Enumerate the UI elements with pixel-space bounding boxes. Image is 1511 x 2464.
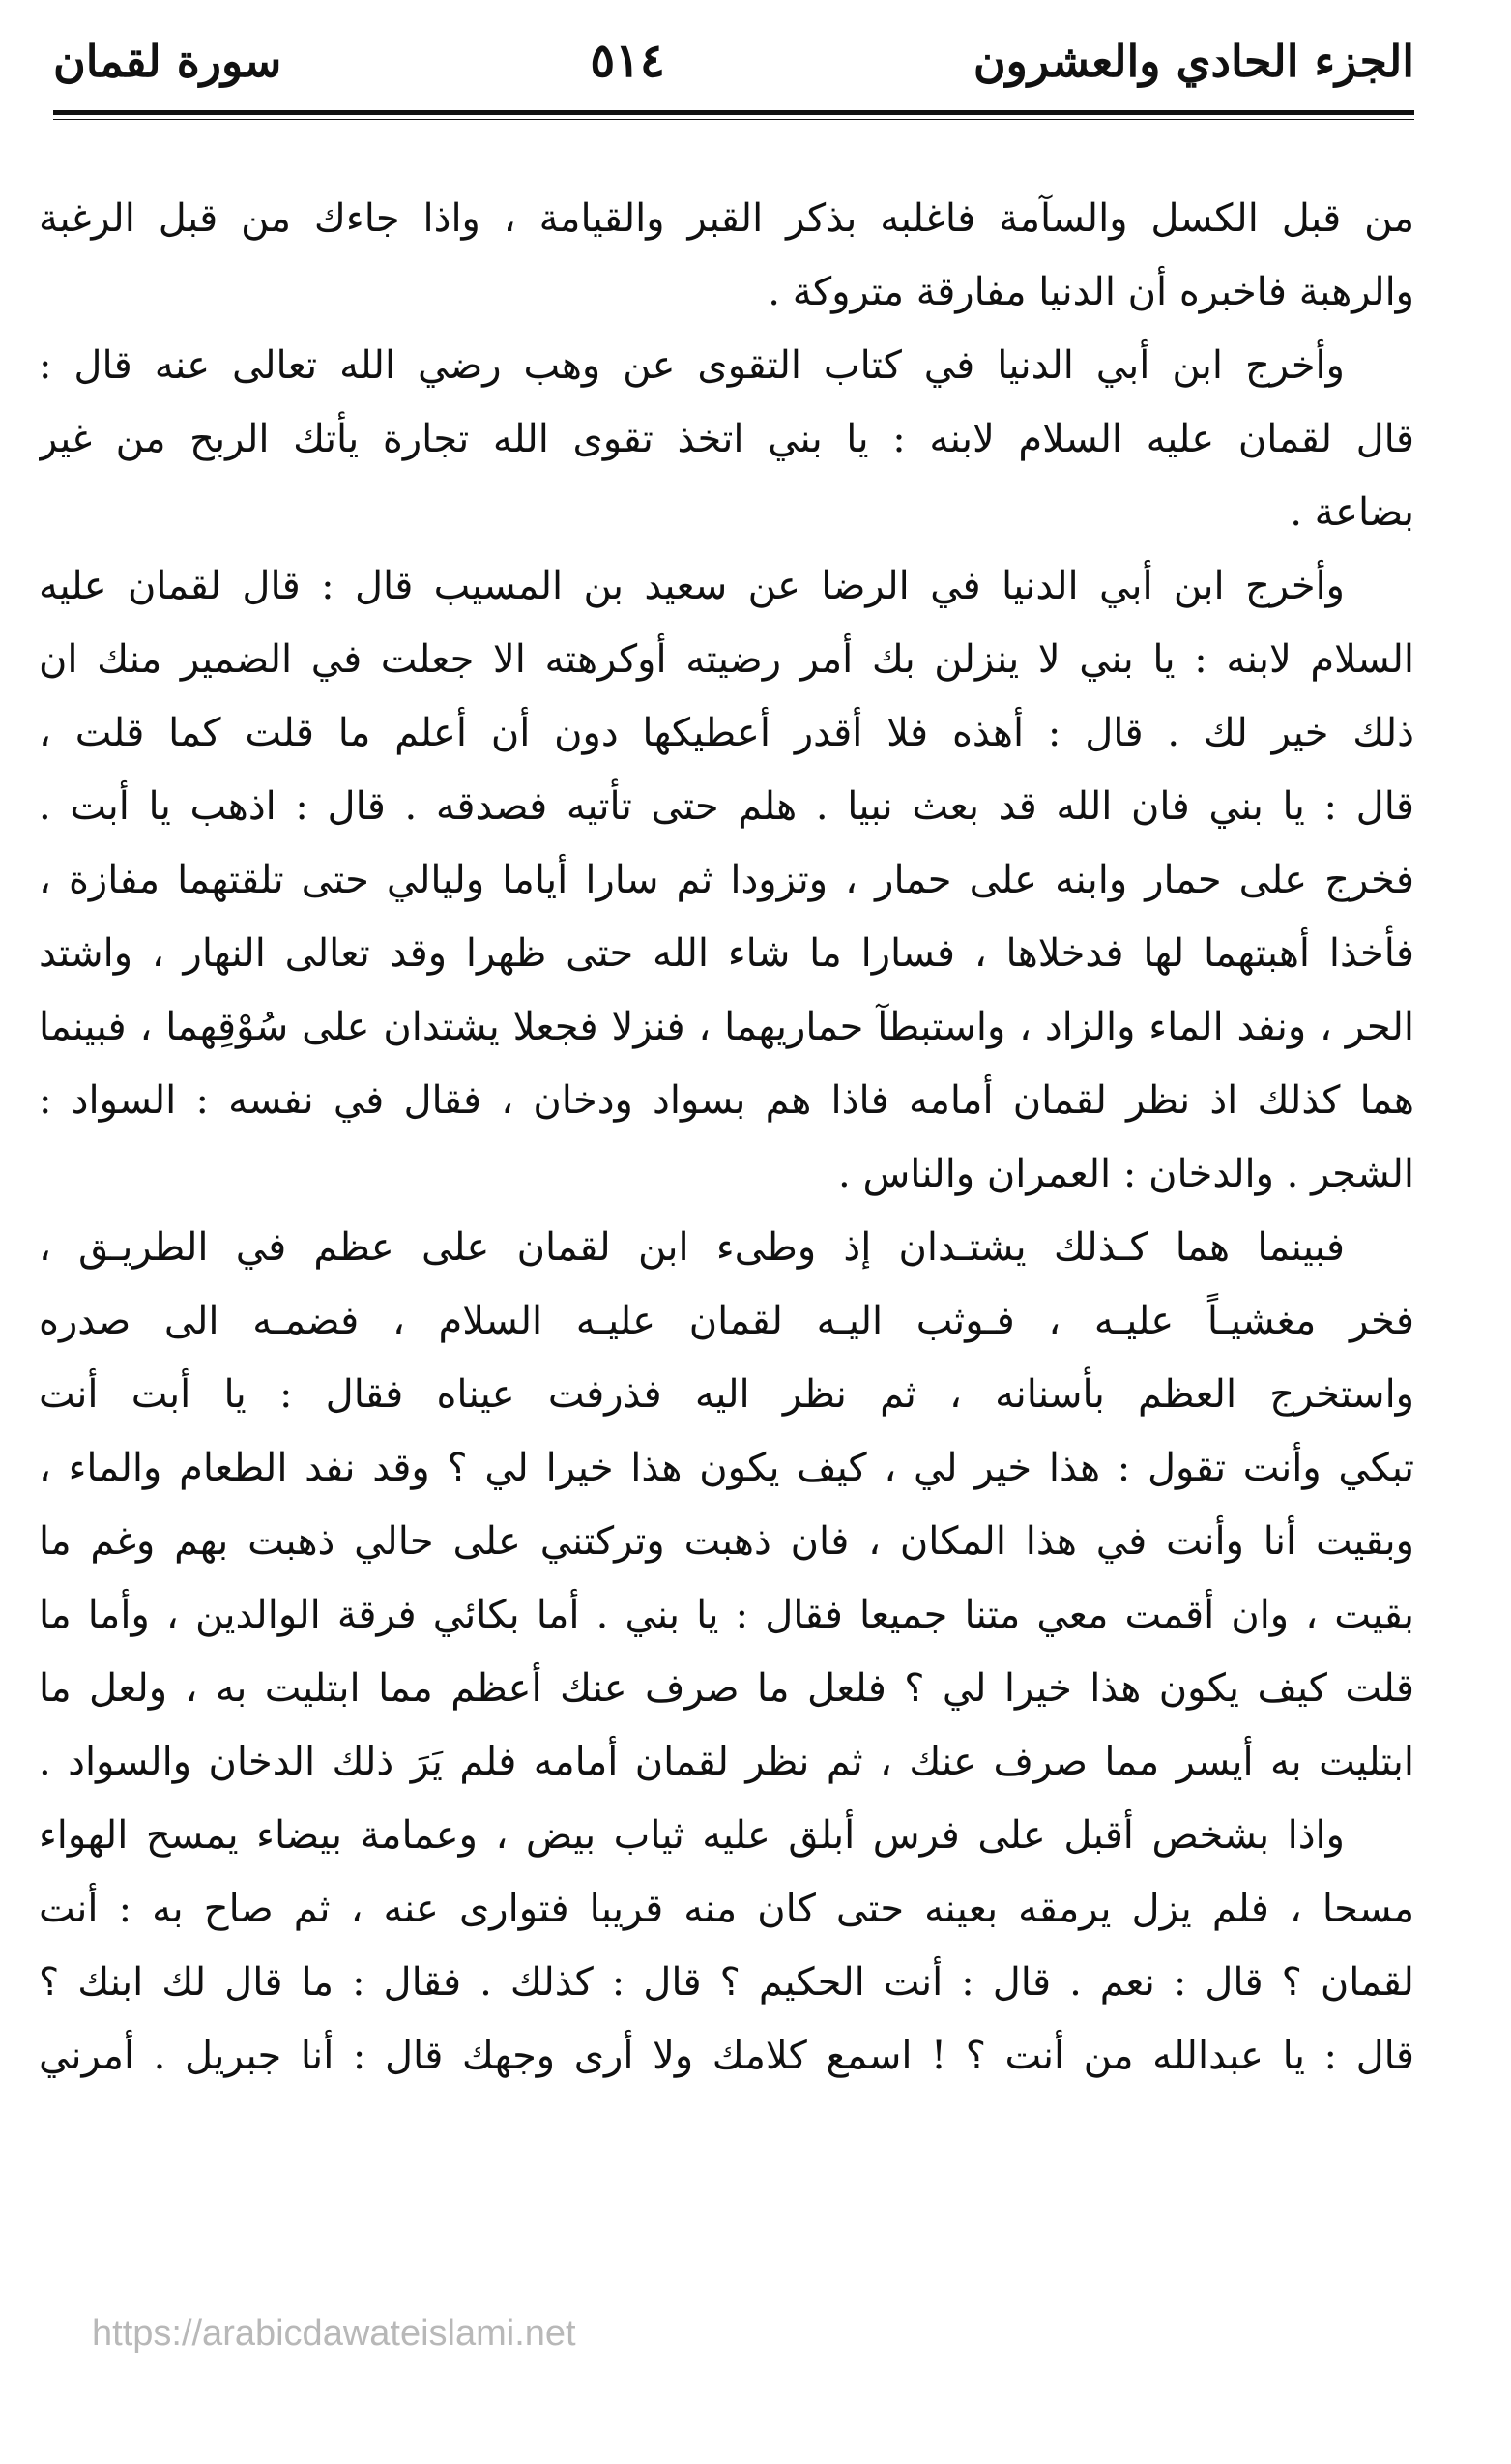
text-line: قال لقمان عليه السلام لابنه : يا بني اتخذ تقوى الله تجارة يأتك الربح من غير: [39, 417, 1414, 461]
header-rule-thick: [53, 110, 1414, 115]
text-line: قال : يا عبدالله من أنت ؟ ! اسمع كلامك ولا أرى وجهك قال : أنا جبريل . أمرني: [39, 2034, 1414, 2078]
juz-title: الجزء الحادي والعشرون: [973, 35, 1414, 87]
text-line: فخر مغشيـاً عليـه ، فـوثب اليـه لقمان عليـه السلام ، فضمـه الى صدره: [39, 1299, 1414, 1343]
text-line: لقمان ؟ قال : نعم . قال : أنت الحكيم ؟ قال : كذلك . فقال : ما قال لك ابنك ؟: [39, 1960, 1414, 2005]
surah-title: سورة لقمان: [53, 35, 282, 87]
text-line: ابتليت به أيسر مما صرف عنك ، ثم نظر لقمان أمامه فلم يَرَ ذلك الدخان والسواد .: [39, 1740, 1414, 1784]
text-line: قال : يا بني فان الله قد بعث نبيا . هلم حتى تأتيه فصدقه . قال : اذهب يا أبت .: [39, 784, 1414, 829]
text-line: هما كذلك اذ نظر لقمان أمامه فاذا هم بسواد ودخان ، فقال في نفسه : السواد :: [39, 1078, 1414, 1123]
text-line: الشجر . والدخان : العمران والناس .: [838, 1152, 1414, 1196]
text-line: وأخرج ابن أبي الدنيا في الرضا عن سعيد بن المسيب قال : قال لقمان عليه: [39, 564, 1345, 608]
text-line: وبقيت أنا وأنت في هذا المكان ، فان ذهبت وتركتني على حالي ذهبت بهم وغم ما: [39, 1519, 1414, 1564]
text-line: من قبل الكسل والسآمة فاغلبه بذكر القبر والقيامة ، واذا جاءك من قبل الرغبة: [39, 196, 1414, 241]
text-line: فخرج على حمار وابنه على حمار ، وتزودا ثم سارا أياما وليالي حتى تلقتهما مفازة ،: [39, 858, 1414, 902]
text-line: تبكي وأنت تقول : هذا خير لي ، كيف يكون هذا خيرا لي ؟ وقد نفد الطعام والماء ،: [39, 1446, 1414, 1490]
text-line: فبينما هما كـذلك يشتـدان إذ وطىء ابن لقمان على عظم في الطريـق ،: [39, 1225, 1345, 1270]
header-rule-thin: [53, 119, 1414, 120]
text-line: بقيت ، وان أقمت معي متنا جميعا فقال : يا بني . أما بكائي فرقة الوالدين ، وأما ما: [39, 1593, 1414, 1637]
text-line: قلت كيف يكون هذا خيرا لي ؟ فلعل ما صرف عنك أعظم مما ابتليت به ، ولعل ما: [39, 1666, 1414, 1711]
text-line: وأخرج ابن أبي الدنيا في كتاب التقوى عن وهب رضي الله تعالى عنه قال :: [39, 343, 1345, 388]
text-line: الحر ، ونفد الماء والزاد ، واستبطآ حماريهما ، فنزلا فجعلا يشتدان على سُوْقِهما ، فبينما: [39, 1005, 1414, 1049]
text-line: واستخرج العظم بأسنانه ، ثم نظر اليه فذرفت عيناه فقال : يا أبت أنت: [39, 1372, 1414, 1417]
watermark-url: https://arabicdawateislami.net: [92, 2313, 576, 2354]
text-line: بضاعة .: [1290, 490, 1414, 535]
text-line: واذا بشخص أقبل على فرس أبلق عليه ثياب بيض ، وعمامة بيضاء يمسح الهواء: [39, 1813, 1345, 1858]
text-line: فأخذا أهبتهما لها فدخلاها ، فسارا ما شاء الله حتى ظهرا وقد تعالى النهار ، واشتد: [39, 931, 1414, 976]
page-number: ٥١٤: [590, 34, 665, 88]
text-line: السلام لابنه : يا بني لا ينزلن بك أمر رضيته أوكرهته الا جعلت في الضمير منك ان: [39, 637, 1414, 682]
text-line: مسحا ، فلم يزل يرمقه بعينه حتى كان منه قريبا فتوارى عنه ، ثم صاح به : أنت: [39, 1887, 1414, 1931]
page-body: [39, 182, 1414, 2093]
page-header: [53, 19, 1414, 103]
text-line: والرهبة فاخبره أن الدنيا مفارقة متروكة .: [768, 270, 1414, 314]
text-line: ذلك خير لك . قال : أهذه فلا أقدر أعطيكها دون أن أعلم ما قلت كما قلت ،: [39, 711, 1414, 755]
